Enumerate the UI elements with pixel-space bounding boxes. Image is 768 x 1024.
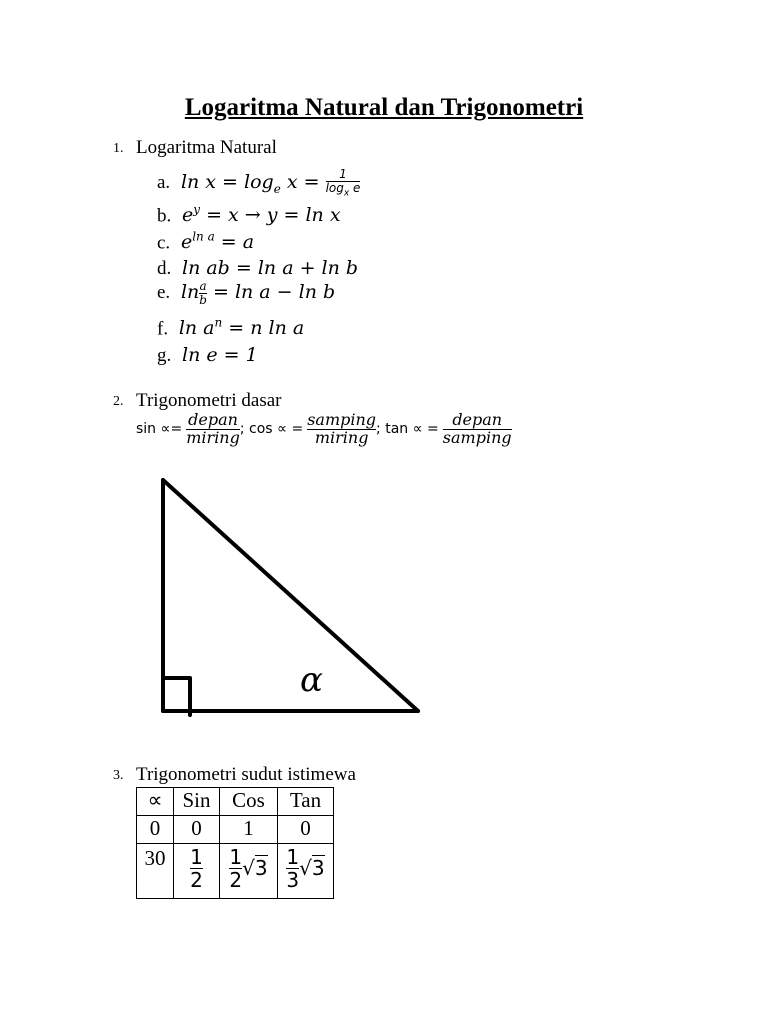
fraction-denominator: 3: [286, 868, 300, 892]
formula-letter: e.: [157, 282, 171, 304]
formula-a-mid: x =: [280, 171, 326, 194]
fraction-numerator: a: [199, 279, 207, 293]
fraction-denominator-sub: x: [343, 187, 350, 198]
sqrt-symbol: √3: [299, 856, 325, 880]
table-row: [137, 844, 334, 899]
section-1-number: 1.: [113, 141, 124, 156]
fraction-denominator: samping: [442, 427, 512, 447]
fraction-denominator-rest: e: [349, 180, 361, 195]
formula-e-rest: = ln a − ln b: [206, 281, 336, 304]
formula-g-text: ln e = 1: [182, 344, 258, 366]
section-1-heading: Logaritma Natural: [136, 137, 277, 158]
fraction-denominator: b: [199, 292, 207, 307]
table-cell: 0: [137, 816, 174, 844]
formula-b-rest: = x → y = ln x: [200, 204, 341, 227]
sqrt-radicand: 3: [311, 856, 325, 880]
table-header-cell: Cos: [220, 788, 278, 816]
fraction-numerator: 1: [229, 845, 243, 869]
fraction-numerator: samping: [307, 410, 377, 429]
formula-c-sup: ln a: [192, 230, 215, 244]
tan-label: ; tan ∝ =: [376, 420, 439, 437]
table-cell: 0: [174, 816, 220, 844]
table-row: [137, 816, 334, 844]
formula-letter: a.: [157, 172, 171, 194]
fraction-denominator: miring: [307, 429, 376, 447]
formula-a-base: e: [273, 182, 281, 197]
table-header-row: [137, 788, 334, 816]
table-header-cell: ∝: [137, 788, 174, 816]
fraction-denominator: log: [325, 180, 344, 195]
table-cell-cos30: [220, 844, 278, 899]
formula-f-sup: n: [214, 316, 223, 330]
formula-b-sup: y: [193, 203, 201, 217]
special-angles-table: [136, 787, 334, 899]
formula-b-base: e: [182, 204, 194, 227]
fraction-numerator: depan: [188, 410, 238, 429]
section-2-number: 2.: [113, 394, 124, 409]
triangle-hypotenuse: [163, 480, 418, 711]
page-title: Logaritma Natural dan Trigonometri: [184, 94, 584, 121]
formula-letter: d.: [157, 258, 172, 279]
formula-e-pre: ln: [180, 281, 200, 304]
formula-f-base: ln a: [178, 317, 215, 340]
fraction-numerator: 1: [286, 845, 300, 869]
section-2-heading: Trigonometri dasar: [136, 390, 282, 411]
table-header-cell: Tan: [278, 788, 334, 816]
table-cell-sin30: [174, 844, 220, 899]
table-header-cell: Sin: [174, 788, 220, 816]
formula-letter: c.: [157, 232, 171, 254]
fraction-denominator: miring: [186, 427, 240, 447]
angle-alpha-label: α: [300, 660, 323, 700]
cos-label: ; cos ∝ =: [239, 420, 304, 437]
fraction-numerator: depan: [452, 410, 503, 429]
formula-c-rest: = a: [214, 231, 255, 254]
fraction-numerator: 1: [339, 167, 347, 181]
formula-letter: g.: [157, 345, 172, 366]
sin-label: sin ∝=: [136, 420, 183, 437]
formula-c-base: e: [180, 231, 193, 254]
formula-d-text: ln ab = ln a + ln b: [182, 257, 359, 279]
sqrt-symbol: √3: [242, 856, 268, 880]
fraction-denominator: 2: [190, 868, 203, 892]
formula-a-lhs: ln x = log: [180, 171, 274, 194]
formula-letter: b.: [157, 205, 172, 227]
sqrt-radicand: 3: [254, 856, 268, 880]
table-cell: 1: [220, 816, 278, 844]
fraction-denominator: 2: [229, 868, 243, 892]
table-cell: 30: [137, 844, 174, 899]
section-3-heading: Trigonometri sudut istimewa: [136, 764, 356, 785]
section-3-number: 3.: [113, 768, 124, 783]
table-cell-tan30: [278, 844, 334, 899]
table-cell: 0: [278, 816, 334, 844]
fraction-numerator: 1: [190, 845, 203, 869]
formula-f-rest: = n ln a: [222, 317, 305, 340]
formula-letter: f.: [157, 318, 169, 340]
